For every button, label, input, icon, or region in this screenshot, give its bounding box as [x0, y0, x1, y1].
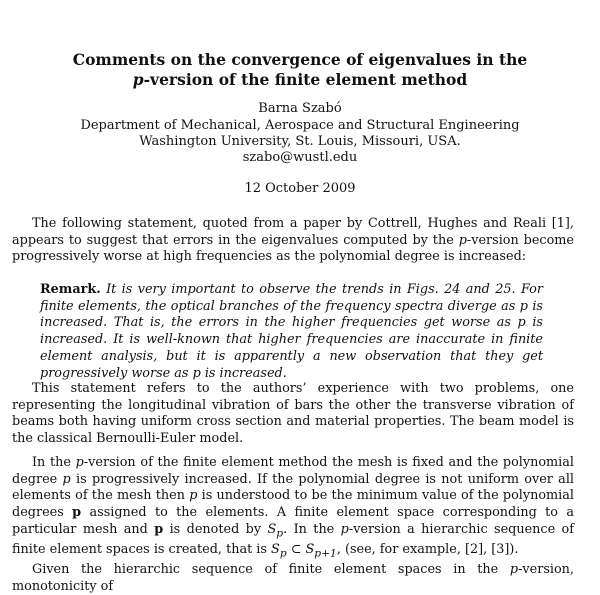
- text: -version of the finite element method the mesh is fixed and the polynomial degree: [12, 455, 574, 487]
- text: -version a hierarchic sequence of finite element spaces is created, that is: [12, 521, 574, 558]
- author-email: szabo@wustl.edu: [242, 150, 358, 165]
- text: . In the: [283, 521, 341, 537]
- remark-label: Remark.: [40, 282, 101, 297]
- title-line-2-text: -version of the finite element method: [143, 70, 468, 89]
- p-variable: p: [509, 562, 519, 577]
- space-symbol: S: [267, 521, 277, 537]
- paragraph-experience: This statement refers to the authors’ experience with two problems, one representing the longitudinal vibration of bars the other the transverse vibration of beams both having uniform cross section and material properties. The beam model is the classical Bernoulli-Euler model.: [12, 381, 574, 447]
- author-name: Barna Szabó: [258, 101, 342, 116]
- text: is progressively increased. If the polynomial degree is not uniform over all elements of the mesh then: [12, 471, 574, 504]
- space-subscript: p: [276, 526, 284, 540]
- title-line-2: [40, 70, 560, 90]
- space-symbol: S: [305, 542, 315, 558]
- p-variable: p: [62, 471, 71, 487]
- paper-title: [40, 50, 560, 90]
- subset-symbol: ⊂: [286, 542, 306, 558]
- remark-quote: [40, 282, 543, 382]
- paper-date: 12 October 2009: [244, 181, 356, 196]
- title-p-variable: p: [132, 70, 144, 89]
- remark-text: It is very important to observe the trends in Figs. 24 and 25. For finite elements, the optical branches of the frequency spectra diverge as p is increased. That is, the errors in the higher frequencies get worse as p is increased. It is well-known that higher frequencies are inaccurate in finite element analysis, but it is apparently a new observation that they get progressively worse as p is increased.: [40, 282, 543, 381]
- paragraph-intro-text-b: -version become progressively worse at high frequencies as the polynomial degree is increased:: [12, 232, 575, 265]
- text: , (see, for example, [2], [3]).: [336, 542, 519, 558]
- text: is denoted by: [163, 521, 268, 537]
- space-subscript: p+1: [314, 546, 337, 560]
- affiliation-department: Department of Mechanical, Aerospace and Structural Engineering: [80, 118, 520, 133]
- p-variable: p: [340, 521, 349, 537]
- paragraph-p-version: [12, 455, 574, 562]
- text: -version, monotonicity of: [12, 562, 574, 594]
- paragraph-intro: [12, 216, 574, 266]
- paragraph-monotonicity: [12, 562, 574, 595]
- p-variable: p: [458, 232, 467, 248]
- title-line-1: Comments on the convergence of eigenvalues in the: [72, 50, 528, 69]
- p-vector: p: [72, 505, 82, 521]
- text: In the: [32, 455, 76, 470]
- affiliation-university: Washington University, St. Louis, Missouri, USA.: [139, 134, 461, 149]
- p-vector: p: [154, 521, 164, 537]
- text: assigned to the elements. A finite element space corresponding to a particular mesh and: [12, 505, 574, 537]
- paragraph-intro-text-a: The following statement, quoted from a paper by Cottrell, Hughes and Reali [1], appears to suggest that errors in the eigenvalues computed by the: [12, 216, 574, 248]
- space-symbol: S: [271, 542, 280, 558]
- space-subscript: p: [279, 546, 287, 560]
- p-variable: p: [189, 488, 198, 504]
- text: is understood to be the minimum value of the polynomial degrees: [12, 488, 574, 521]
- text: Given the hierarchic sequence of finite element spaces in the: [32, 562, 510, 577]
- p-variable: p: [75, 455, 84, 470]
